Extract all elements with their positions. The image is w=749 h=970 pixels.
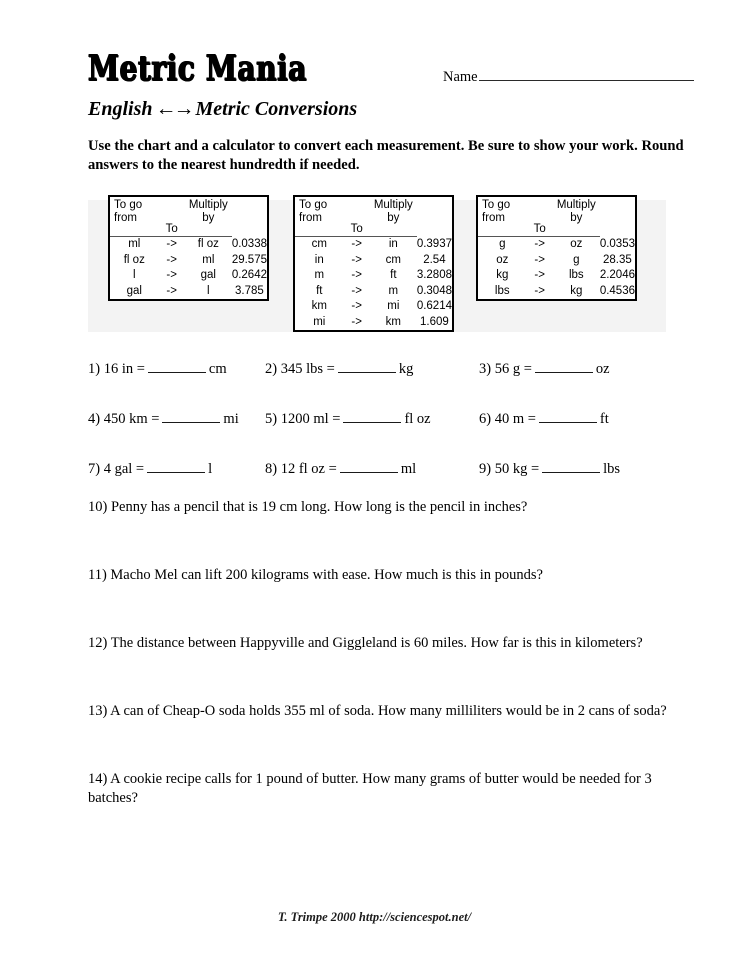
problems-row-1 xyxy=(88,361,688,411)
table-row xyxy=(110,253,267,269)
arrow-icon: -> xyxy=(351,315,362,328)
conversion-table-length xyxy=(293,195,454,332)
problem-8-prompt: 8) 12 fl oz = xyxy=(265,461,337,477)
cell-from: g xyxy=(499,238,506,250)
cell-from: oz xyxy=(496,253,509,266)
word-problem-14: 14) A cookie recipe calls for 1 pound of butter. How many grams of butter would be needed for 3 batches? xyxy=(88,771,652,806)
problem-9-answer-blank[interactable] xyxy=(542,461,600,473)
instructions xyxy=(88,137,688,175)
header-multiply-line2: by xyxy=(202,211,215,224)
header-multiply-by xyxy=(553,197,600,237)
problem-4-prompt: 4) 450 km = xyxy=(88,411,160,427)
problem-1 xyxy=(88,361,227,378)
cell-to: kg xyxy=(570,284,583,297)
cell-from: lbs xyxy=(494,284,510,297)
instructions-line-1: Use the chart and a calculator to convert each measurement. Be sure to show your work. xyxy=(88,138,638,154)
header-to: To xyxy=(159,197,185,237)
problem-7 xyxy=(88,461,212,478)
arrow-icon: -> xyxy=(534,284,545,297)
problem-3-answer-blank[interactable] xyxy=(535,361,593,373)
problem-5 xyxy=(265,411,431,428)
cell-to: mi xyxy=(387,300,400,312)
cell-from: ft xyxy=(316,284,323,297)
cell-factor: 0.6214 xyxy=(416,300,452,312)
arrow-icon: -> xyxy=(351,269,362,281)
page-subtitle xyxy=(88,96,357,121)
table-header-row xyxy=(478,197,635,237)
cell-from: gal xyxy=(126,284,142,297)
name-label: Name xyxy=(443,69,478,85)
problem-9-prompt: 9) 50 kg = xyxy=(479,461,540,477)
table-row xyxy=(478,237,635,253)
problems-row-2 xyxy=(88,411,688,461)
cell-to: cm xyxy=(385,253,401,266)
table-row xyxy=(295,315,452,331)
cell-to: g xyxy=(573,253,580,266)
problem-6-answer-blank[interactable] xyxy=(539,411,597,423)
problem-7-answer-blank[interactable] xyxy=(147,461,205,473)
cell-to: l xyxy=(207,284,210,297)
name-blank-line[interactable] xyxy=(479,69,694,81)
problem-5-prompt: 5) 1200 ml = xyxy=(265,411,341,427)
problem-3-unit: oz xyxy=(595,361,610,377)
problem-5-unit: fl oz xyxy=(404,411,431,427)
table-header-row xyxy=(295,197,452,237)
problem-3-prompt: 3) 56 g = xyxy=(479,361,532,377)
cell-factor: 3.785 xyxy=(235,284,264,297)
table-row xyxy=(295,253,452,269)
cell-factor: 2.2046 xyxy=(599,269,635,281)
cell-to: oz xyxy=(570,238,583,250)
arrow-icon: -> xyxy=(534,269,545,281)
cell-factor: 0.0338 xyxy=(231,237,267,250)
problem-2-answer-blank[interactable] xyxy=(338,361,396,373)
conversion-table-volume xyxy=(108,195,269,301)
problem-9-unit: lbs xyxy=(603,461,621,477)
name-field[interactable] xyxy=(443,69,694,86)
table-row xyxy=(110,237,267,253)
word-problem-13: 13) A can of Cheap-O soda holds 355 ml of soda. How many milliliters would be in 2 cans of soda? xyxy=(88,703,667,719)
instructions-line-2: Round answers to the nearest hundredth if needed. xyxy=(88,138,684,173)
header-to: To xyxy=(527,197,553,237)
problems-grid xyxy=(88,361,688,511)
problem-8 xyxy=(265,461,416,478)
cell-to: gal xyxy=(200,269,216,281)
cell-factor: 0.3048 xyxy=(416,284,452,297)
cell-from: ml xyxy=(128,238,141,250)
cell-from: km xyxy=(311,300,327,312)
header-multiply-line1: Multiply xyxy=(188,199,228,211)
header-from-line2: from xyxy=(482,211,505,224)
cell-from: kg xyxy=(496,269,509,281)
header-to-go-from xyxy=(295,197,344,237)
problem-6-unit: ft xyxy=(599,411,609,427)
cell-factor: 1.609 xyxy=(420,315,449,328)
arrow-icon: -> xyxy=(166,284,177,297)
problem-5-answer-blank[interactable] xyxy=(343,411,401,423)
conversion-tables-area xyxy=(88,188,668,333)
header-from-line1: To go xyxy=(299,199,328,211)
table-row xyxy=(478,284,635,300)
problem-2-unit: kg xyxy=(398,361,414,377)
cell-to: ml xyxy=(202,253,215,266)
table-row xyxy=(295,284,452,300)
problem-8-unit: ml xyxy=(400,461,417,477)
table-header-row xyxy=(110,197,267,237)
header-multiply-line2: by xyxy=(570,211,583,224)
page-title: Metric Mania xyxy=(88,48,308,89)
header-to: To xyxy=(344,197,370,237)
word-problem-12: 12) The distance between Happyville and Giggleland is 60 miles. How far is this in kilometers? xyxy=(88,635,643,651)
table-row xyxy=(295,237,452,253)
title-block xyxy=(88,48,314,89)
header-multiply-line2: by xyxy=(387,211,400,224)
header-from-line2: from xyxy=(114,211,137,224)
problem-3 xyxy=(479,361,610,378)
header-multiply-line1: Multiply xyxy=(556,199,596,211)
cell-to: m xyxy=(388,284,399,297)
problem-6-prompt: 6) 40 m = xyxy=(479,411,536,427)
cell-from: fl oz xyxy=(123,253,145,266)
problem-2 xyxy=(265,361,413,378)
arrow-icon: -> xyxy=(166,238,177,250)
problem-1-answer-blank[interactable] xyxy=(148,361,206,373)
cell-factor: 0.0353 xyxy=(599,237,635,250)
arrow-icon: -> xyxy=(534,238,545,250)
header-multiply-by xyxy=(185,197,232,237)
problem-4 xyxy=(88,411,239,428)
problem-1-unit: cm xyxy=(208,361,227,377)
problem-9 xyxy=(479,461,620,478)
table-row xyxy=(295,299,452,315)
cell-from: mi xyxy=(313,315,326,328)
problem-4-answer-blank[interactable] xyxy=(162,411,220,423)
subtitle-left-text: English xyxy=(88,98,153,120)
cell-factor: 0.4536 xyxy=(599,284,635,297)
cell-factor: 0.3937 xyxy=(416,237,452,250)
problem-7-unit: l xyxy=(208,461,213,477)
cell-factor: 3.2808 xyxy=(416,269,452,281)
problem-6 xyxy=(479,411,609,428)
arrow-icon: -> xyxy=(166,253,177,266)
cell-to: in xyxy=(388,238,398,250)
header-to-go-from xyxy=(478,197,527,237)
arrow-icon: -> xyxy=(534,253,545,266)
cell-from: m xyxy=(314,269,325,281)
problem-1-prompt: 1) 16 in = xyxy=(88,361,145,377)
cell-from: l xyxy=(133,269,136,281)
arrow-icon: -> xyxy=(351,238,362,250)
header-from-line2: from xyxy=(299,211,322,224)
word-problems-section xyxy=(88,498,674,857)
word-problem-11: 11) Macho Mel can lift 200 kilograms with ease. How much is this in pounds? xyxy=(88,567,543,583)
arrow-icon: -> xyxy=(351,300,362,312)
header-multiply-line1: Multiply xyxy=(373,199,413,211)
cell-factor: 29.575 xyxy=(231,253,267,266)
header-to-go-from xyxy=(110,197,159,237)
cell-to: fl oz xyxy=(197,238,219,250)
cell-factor: 0.2642 xyxy=(231,269,267,281)
arrow-icon: -> xyxy=(351,284,362,297)
header-from-line1: To go xyxy=(482,199,511,211)
conversion-table-mass xyxy=(476,195,637,301)
table-row xyxy=(295,268,452,284)
header-multiply-by xyxy=(370,197,417,237)
cell-to: lbs xyxy=(568,269,584,281)
bidirectional-arrow-icon: ←→ xyxy=(155,96,192,120)
cell-from: cm xyxy=(311,238,327,250)
problem-4-unit: mi xyxy=(223,411,239,427)
header-from-line1: To go xyxy=(114,199,143,211)
cell-to: km xyxy=(385,315,401,328)
subtitle-right-text: Metric Conversions xyxy=(195,98,358,120)
word-problem-10: 10) Penny has a pencil that is 19 cm long. How long is the pencil in inches? xyxy=(88,499,528,515)
cell-factor: 2.54 xyxy=(423,253,446,266)
cell-factor: 28.35 xyxy=(603,253,632,266)
problem-8-answer-blank[interactable] xyxy=(340,461,398,473)
footer-credit: T. Trimpe 2000 http://sciencespot.net/ xyxy=(277,910,472,924)
cell-from: in xyxy=(314,253,324,266)
cell-to: ft xyxy=(390,269,397,281)
problem-7-prompt: 7) 4 gal = xyxy=(88,461,145,477)
arrow-icon: -> xyxy=(166,269,177,281)
arrow-icon: -> xyxy=(351,253,362,266)
table-row xyxy=(110,284,267,300)
table-row xyxy=(478,253,635,269)
problem-2-prompt: 2) 345 lbs = xyxy=(265,361,335,377)
table-row xyxy=(478,268,635,284)
table-row xyxy=(110,268,267,284)
